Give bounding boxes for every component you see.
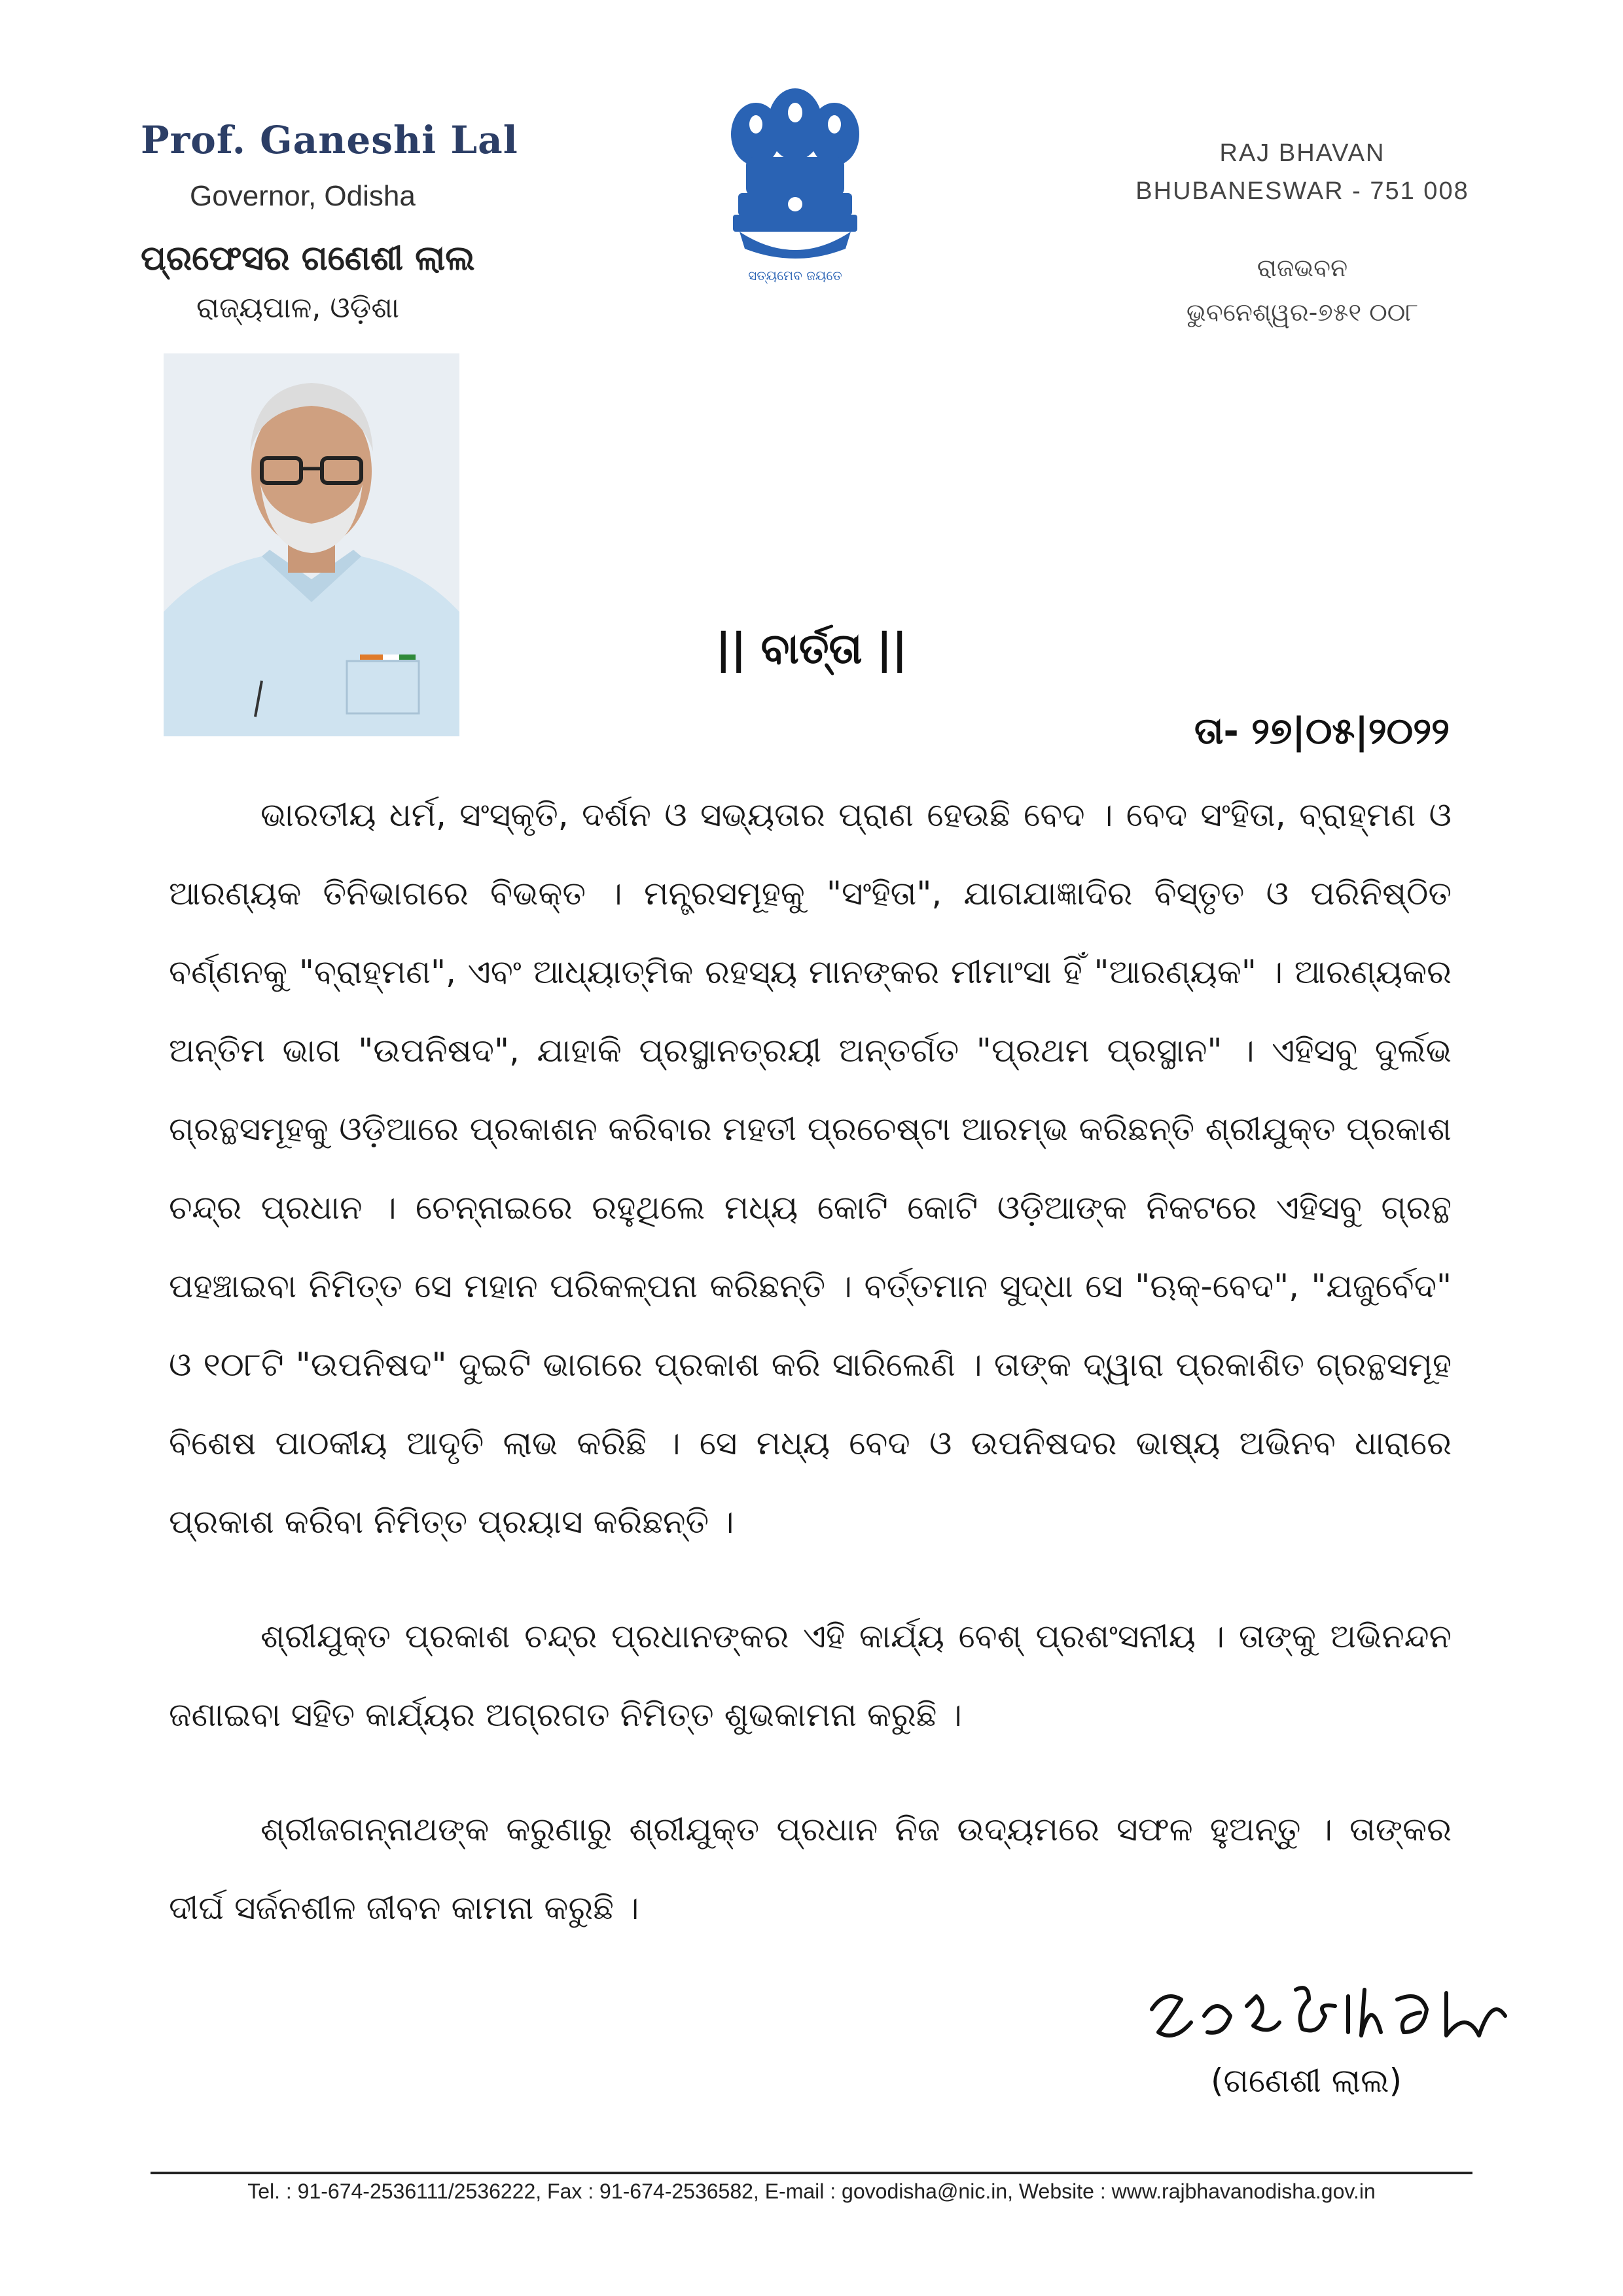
- body-paragraph-1: ଭାରତୀୟ ଧର୍ମ, ସଂସ୍କୃତି, ଦର୍ଶନ ଓ ସଭ୍ୟତାର ପ୍ରାଣ ହେଉଛି ବେଦ । ବେଦ ସଂହିତା, ବ୍ରାହ୍ମଣ ଓ ଆରଣ୍ୟକ ତିନିଭାଗରେ ବିଭକ୍ତ । ମନ୍ତ୍ରସମୂହକୁ "ସଂହିତା", ଯାଗଯାଜ୍ଞାଦିର ବିସ୍ତୃତ ଓ ପରିନିଷ୍ଠିତ ବର୍ଣ୍ଣନକୁ "ବ୍ରାହ୍ମଣ", ଏବଂ ଆଧ୍ୟାତ୍ମିକ ରହସ୍ୟ ମାନଙ୍କର ମୀମାଂସା ହିଁ "ଆରଣ୍ୟକ" । ଆରଣ୍ୟକର ଅନ୍ତିମ ଭାଗ "ଉପନିଷଦ", ଯାହାକି ପ୍ରସ୍ଥାନତ୍ରୟୀ ଅନ୍ତର୍ଗତ "ପ୍ରଥମ ପ୍ରସ୍ଥାନ" । ଏହିସବୁ ଦୁର୍ଲଭ ଗ୍ରନ୍ଥସମୂହକୁ ଓଡ଼ିଆରେ ପ୍ରକାଶନ କରିବାର ମହତୀ ପ୍ରଚେଷ୍ଟା ଆରମ୍ଭ କରିଛନ୍ତି ଶ୍ରୀଯୁକ୍ତ ପ୍ରକାଶ ଚନ୍ଦ୍ର ପ୍ରଧାନ । ଚେନ୍ନାଇରେ ରହୁଥିଲେ ମଧ୍ୟ କୋଟି କୋଟି ଓଡ଼ିଆଙ୍କ ନିକଟରେ ଏହିସବୁ ଗ୍ରନ୍ଥ ପହଞ୍ଚାଇବା ନିମିତ୍ତ ସେ ମହାନ ପରିକଳ୍ପନା କରିଛନ୍ତି । ବର୍ତ୍ତମାନ ସୁଦ୍ଧା ସେ "ଋକ୍-ବେଦ", "ଯଜୁର୍ବେଦ" ଓ ୧୦୮ଟି "ଉପନିଷଦ" ଦୁଇଟି ଭାଗରେ ପ୍ରକାଶ କରି ସାରିଲେଣି । ତାଙ୍କ ଦ୍ୱାରା ପ୍ରକାଶିତ ଗ୍ରନ୍ଥସମୂହ ବିଶେଷ ପାଠକୀୟ ଆଦୃତି ଲାଭ କରିଛି । ସେ ମଧ୍ୟ ବେଦ ଓ ଉପନିଷଦର ଭାଷ୍ୟ ଅଭିନବ ଧାରାରେ ପ୍ରକାଶ କରିବା ନିମିତ୍ତ ପ୍ରୟାସ କରିଛନ୍ତି ।: [169, 796, 1452, 1541]
- body-paragraph-2: ଶ୍ରୀଯୁକ୍ତ ପ୍ରକାଶ ଚନ୍ଦ୍ର ପ୍ରଧାନଙ୍କର ଏହି କାର୍ଯ୍ୟ ବେଶ୍ ପ୍ରଶଂସନୀୟ । ତାଙ୍କୁ ଅଭିନନ୍ଦନ ଜଣାଇବା ସହିତ କାର୍ଯ୍ୟର ଅଗ୍ରଗତ ନିମିତ୍ତ ଶୁଭକାମନା କରୁଛି ।: [169, 1617, 1452, 1734]
- governor-name-odia: ପ୍ରଫେସର ଗଣେଶୀ ଲାଲ: [141, 239, 475, 278]
- governor-portrait: [164, 353, 459, 736]
- body-paragraph-3: ଶ୍ରୀଜଗନ୍ନାଥଙ୍କ କରୁଣାରୁ ଶ୍ରୀଯୁକ୍ତ ପ୍ରଧାନ ନିଜ ଉଦ୍ୟମରେ ସଫଳ ହୁଅନ୍ତୁ । ତାଙ୍କର ଦୀର୍ଘ ସର୍ଜନଶୀଳ ଜୀବନ କାମନା କରୁଛି ।: [169, 1810, 1452, 1927]
- address-line-1: RAJ BHAVAN: [1219, 139, 1385, 167]
- address-odia-line-2: ଭୁବନେଶ୍ୱର-୭୫୧ ୦୦୮: [1186, 298, 1419, 327]
- letter-body: [169, 776, 1452, 1947]
- state-emblem-icon: [726, 72, 864, 288]
- address-english: [1119, 134, 1486, 210]
- address-line-2: BHUBANESWAR - 751 008: [1135, 177, 1469, 205]
- emblem-motto: ସତ୍ୟମେବ ଜୟତେ: [748, 268, 842, 283]
- governor-title-english: Governor, Odisha: [190, 180, 416, 212]
- governor-title-odia: ରାଜ୍ୟପାଳ, ଓଡ଼ିଶା: [196, 291, 400, 325]
- governor-name-english: Prof. Ganeshi Lal: [141, 118, 518, 162]
- address-odia-line-1: ରାଜଭବନ: [1257, 253, 1348, 282]
- address-odia: [1119, 245, 1486, 334]
- letter-date: ତା- ୨୭|୦୫|୨୦୨୨: [1194, 710, 1450, 753]
- footer-contact: Tel. : 91-674-2536111/2536222, Fax : 91-674-2536582, E-mail : govodisha@nic.in, Website : www.rajbhavanodisha.gov.in: [247, 2179, 1376, 2203]
- handwritten-signature: [1139, 1970, 1531, 2062]
- letter-title: || ବାର୍ତ୍ତା ||: [715, 625, 908, 673]
- signatory-name: (ଗଣେଶୀ ଲାଲ): [1211, 2062, 1402, 2100]
- footer-divider: [151, 2172, 1472, 2174]
